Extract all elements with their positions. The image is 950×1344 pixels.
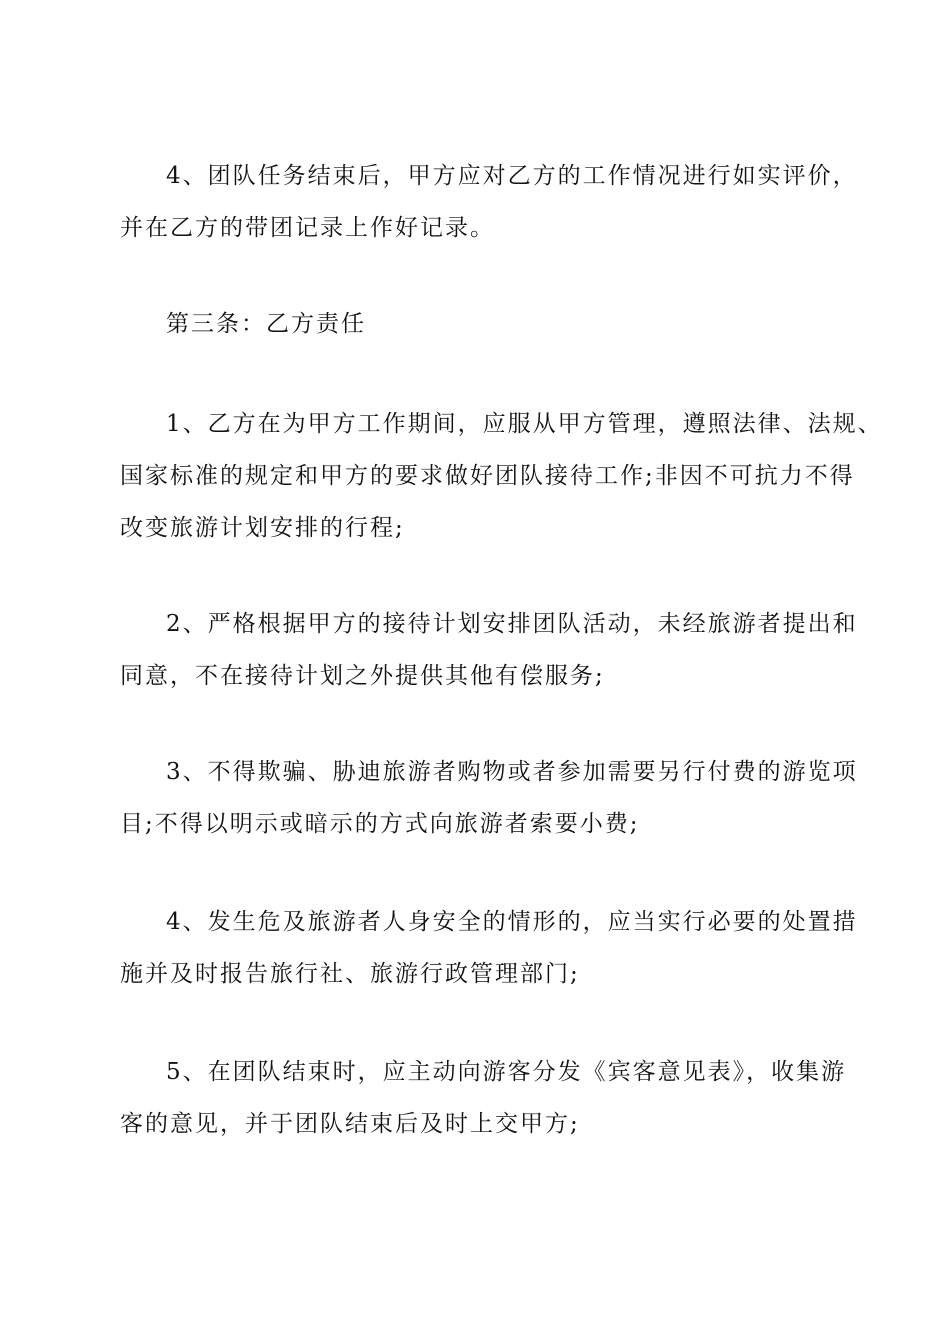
paragraph-line: 3、不得欺骗、胁迪旅游者购物或者参加需要另行付费的游览项 — [166, 759, 858, 785]
paragraph-line: 施并及时报告旅行社、旅游行政管理部门; — [120, 961, 580, 987]
paragraph-line: 2、严格根据甲方的接待计划安排团队活动，未经旅游者提出和 — [166, 611, 858, 637]
paragraph-clause-1 — [120, 398, 883, 554]
paragraph-guide-evaluation — [120, 150, 858, 254]
paragraph-line: 同意，不在接待计划之外提供其他有偿服务; — [120, 663, 605, 689]
paragraph-line: 国家标准的规定和甲方的要求做好团队接待工作;非因不可抗力不得 — [120, 463, 855, 489]
paragraph-line: 目;不得以明示或暗示的方式向旅游者索要小费; — [120, 811, 640, 837]
paragraph-clause-3 — [120, 746, 858, 850]
paragraph-clause-2 — [120, 598, 858, 702]
paragraph-clause-4 — [120, 896, 858, 1000]
paragraph-line: 5、在团队结束时，应主动向游客分发《宾客意见表》，收集游 — [166, 1059, 847, 1085]
paragraph-line: 1、乙方在为甲方工作期间，应服从甲方管理，遵照法律、法规、 — [166, 411, 883, 437]
paragraph-line: 改变旅游计划安排的行程; — [120, 515, 405, 541]
paragraph-line: 4、发生危及旅游者人身安全的情形的，应当实行必要的处置措 — [166, 909, 858, 935]
paragraph-line: 并在乙方的带团记录上作好记录。 — [120, 215, 495, 241]
paragraph-line: 4、团队任务结束后，甲方应对乙方的工作情况进行如实评价， — [166, 163, 858, 189]
paragraph-line: 客的意见，并于团队结束后及时上交甲方; — [120, 1111, 580, 1137]
section-heading-article-3 — [120, 298, 840, 350]
paragraph-clause-5 — [120, 1046, 847, 1150]
section-heading: 第三条：乙方责任 — [166, 311, 366, 337]
